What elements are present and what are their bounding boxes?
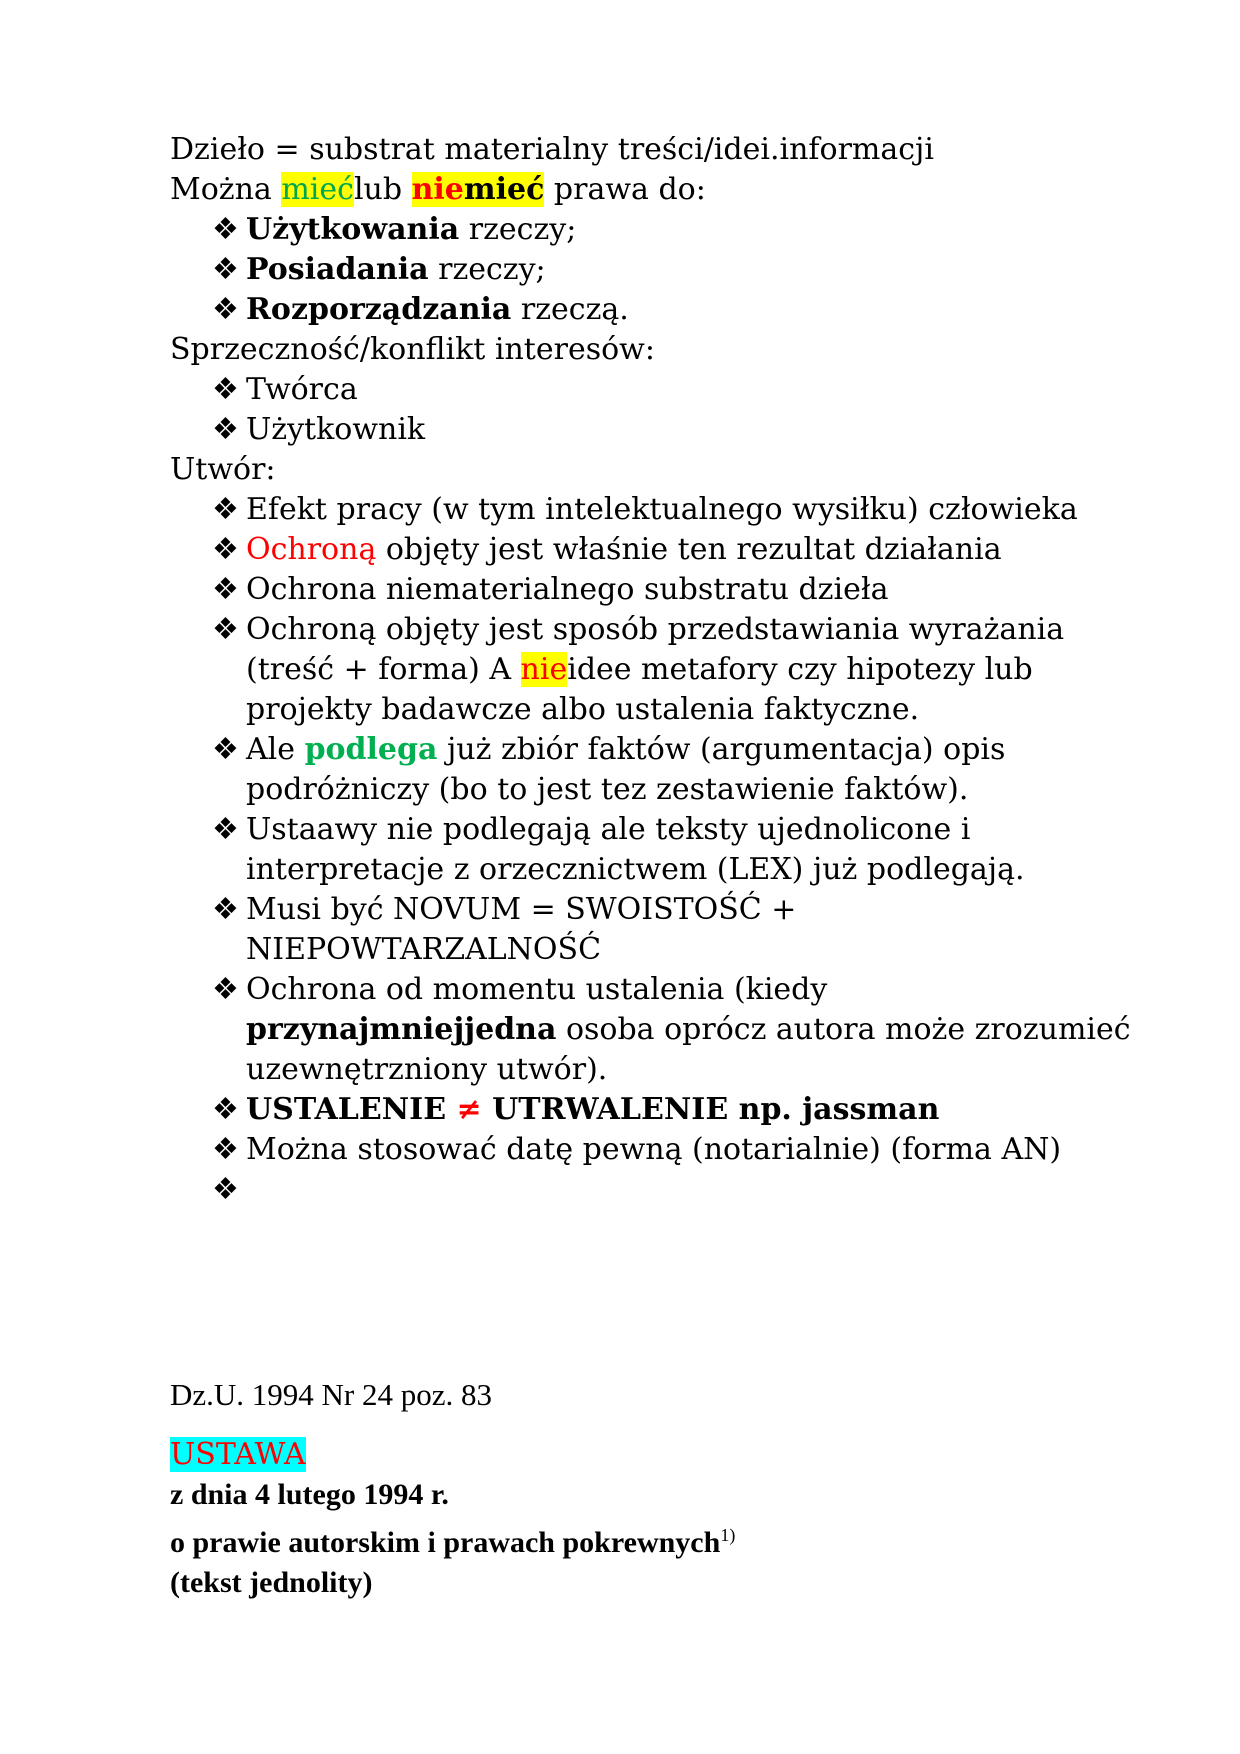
not-equal-sign: ≠ xyxy=(456,1092,482,1127)
highlight-niemiec: niemieć xyxy=(411,172,545,207)
bullet-diamond-icon: ❖ xyxy=(212,492,239,527)
dzu-reference: Dz.U. 1994 Nr 24 poz. 83 xyxy=(170,1377,493,1412)
rights-intro-line: Można miećlub niemieć prawa do: xyxy=(170,172,706,207)
list-item: ❖ Można stosować datę pewną (notarialnie) (forma AN) xyxy=(212,1130,1142,1170)
bullet-diamond-icon: ❖ xyxy=(212,532,239,567)
notes-section xyxy=(170,130,1130,1210)
list-item: ❖ Ochrona od momentu ustalenia (kiedy przynajmniejjedna osoba oprócz autora może zrozumieć uzewnętrzniony utwór). xyxy=(212,972,1131,1087)
act-type: USTAWA xyxy=(170,1437,306,1472)
list-item: ❖ Rozporządzania rzeczą. xyxy=(212,290,1130,330)
rights-list xyxy=(170,210,1130,330)
bullet-diamond-icon: ❖ xyxy=(212,292,239,327)
bullet-diamond-icon: ❖ xyxy=(212,1172,239,1207)
highlight-miec: mieć xyxy=(281,172,354,207)
bullet-diamond-icon: ❖ xyxy=(212,732,239,767)
list-item: ❖ Użytkownik xyxy=(212,410,1130,450)
act-header xyxy=(170,1375,1130,1603)
list-item: ❖ Ustaawy nie podlegają ale teksty ujednolicone i interpretacje z orzecznictwem (LEX) już podlegają. xyxy=(212,812,1025,887)
bullet-diamond-icon: ❖ xyxy=(212,212,239,247)
list-item: ❖ Efekt pracy (w tym intelektualnego wysiłku) człowieka xyxy=(212,490,1142,530)
bullet-diamond-icon: ❖ xyxy=(212,1132,239,1167)
work-heading: Utwór: xyxy=(170,452,276,487)
bullet-diamond-icon: ❖ xyxy=(212,812,239,847)
act-subtitle: (tekst jednolity) xyxy=(170,1566,373,1599)
list-item: ❖ USTALENIE ≠ UTRWALENIE np. jassman xyxy=(212,1090,1142,1130)
list-item xyxy=(212,1170,1142,1210)
act-title: o prawie autorskim i prawach pokrewnych$^{1)}$ xyxy=(170,1525,736,1559)
footnote-mark: 1) xyxy=(720,1525,736,1545)
bullet-diamond-icon: ❖ xyxy=(212,892,239,927)
list-item: ❖ Ochrona niematerialnego substratu dzieła xyxy=(212,570,1142,610)
work-list xyxy=(170,490,1142,1210)
highlight-nie: nie xyxy=(520,652,568,687)
bullet-diamond-icon: ❖ xyxy=(212,1092,239,1127)
list-item: ❖ Musi być NOVUM = SWOISTOŚĆ + NIEPOWTARZALNOŚĆ xyxy=(212,892,797,967)
bullet-diamond-icon: ❖ xyxy=(212,252,239,287)
bullet-diamond-icon: ❖ xyxy=(212,412,239,447)
list-item: ❖ Posiadania rzeczy; xyxy=(212,250,1130,290)
bullet-diamond-icon: ❖ xyxy=(212,972,239,1007)
list-item: ❖ Twórca xyxy=(212,370,1130,410)
conflict-list xyxy=(170,370,1130,450)
list-item: ❖ Ale podlega już zbiór faktów (argumentacja) opis podróżniczy (bo to jest tez zestawienie faktów). xyxy=(212,732,1006,807)
bullet-diamond-icon: ❖ xyxy=(212,572,239,607)
act-date: z dnia 4 lutego 1994 r. xyxy=(170,1478,449,1511)
conflict-heading: Sprzeczność/konflikt interesów: xyxy=(170,332,655,367)
act-type-line xyxy=(170,1435,1130,1475)
list-item: ❖ Użytkowania rzeczy; xyxy=(212,210,1130,250)
bullet-diamond-icon: ❖ xyxy=(212,372,239,407)
list-item: ❖ Ochroną objęty jest sposób przedstawiania wyrażania (treść + forma) A nieidee metafory czy hipotezy lub projekty badawcze albo ustalenia faktyczne. xyxy=(212,612,1065,727)
bullet-diamond-icon: ❖ xyxy=(212,612,239,647)
list-item: ❖ Ochroną objęty jest właśnie ten rezultat działania xyxy=(212,530,1142,570)
definition-line: Dzieło = substrat materialny treści/idei.informacji xyxy=(170,132,934,167)
